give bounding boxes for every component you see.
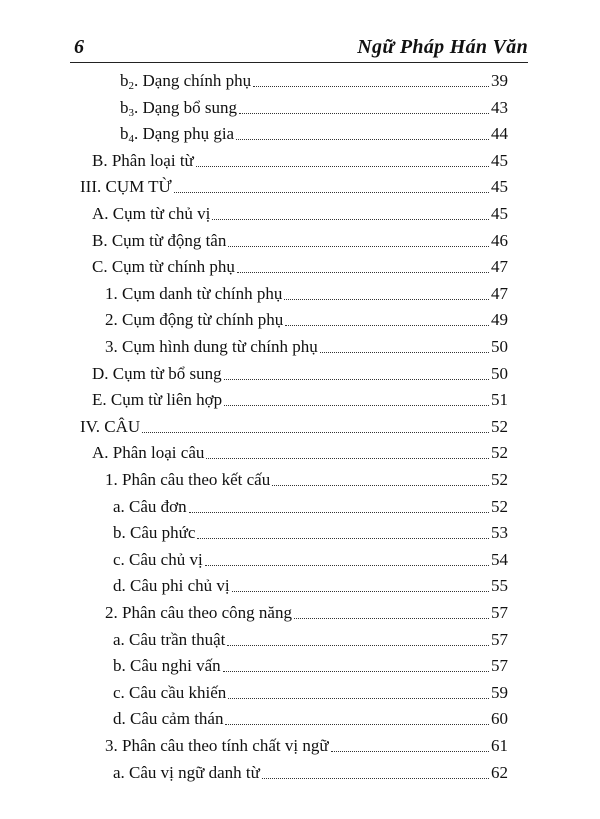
running-title: Ngữ Pháp Hán Văn — [357, 36, 528, 58]
toc-entry: $b_4$. Dạng phụ gia 44 — [120, 124, 508, 146]
leader-dots — [225, 710, 489, 725]
leader-dots — [205, 551, 489, 566]
toc-page: 52 — [491, 470, 508, 489]
leader-dots — [196, 152, 489, 167]
toc-page: 47 — [491, 257, 508, 277]
leader-dots — [206, 444, 489, 459]
toc-entry: d. Câu phi chủ vị 55 — [113, 576, 508, 596]
toc-entry: a. Câu đơn 52 — [113, 496, 508, 516]
toc-page: 47 — [491, 283, 508, 303]
toc-page: 62 — [491, 762, 508, 782]
leader-dots — [320, 338, 489, 353]
toc-page: 53 — [491, 523, 508, 543]
toc-entry: A. Cụm từ chủ vị 45 — [92, 204, 508, 223]
toc-entry: 1. Cụm danh từ chính phụ 47 — [105, 283, 508, 303]
toc-page: 49 — [491, 310, 508, 330]
toc-entry: d. Câu cảm thán 60 — [113, 709, 508, 729]
toc-page: 39 — [491, 71, 508, 90]
toc-entry: 2. Cụm động từ chính phụ 49 — [105, 310, 508, 330]
toc-entry: a. Câu vị ngữ danh từ 62 — [113, 762, 508, 782]
toc-page: 60 — [491, 709, 508, 729]
leader-dots — [236, 125, 489, 140]
toc-page: 50 — [491, 337, 508, 356]
toc-page: 52 — [491, 496, 508, 516]
leader-dots — [223, 657, 489, 672]
toc-entry: B. Phân loại từ 45 — [92, 150, 508, 170]
toc-entry: $b_3$. Dạng bổ sung 43 — [120, 97, 508, 119]
toc-page: 45 — [491, 204, 508, 223]
page-header — [70, 38, 528, 63]
toc-entry: 1. Phân câu theo kết cấu 52 — [105, 470, 508, 489]
toc-page: 44 — [491, 124, 508, 144]
toc-entry: III. CỤM TỪ 45 — [80, 177, 508, 197]
toc-page: 57 — [491, 603, 508, 622]
leader-dots — [227, 631, 489, 646]
page-number: 6 — [74, 36, 84, 58]
leader-dots — [294, 604, 489, 619]
toc-page: 57 — [491, 629, 508, 649]
toc-entry: A. Phân loại câu 52 — [92, 443, 508, 463]
leader-dots — [228, 232, 489, 247]
toc-entry: B. Cụm từ động tân 46 — [92, 230, 508, 250]
toc-page: 45 — [491, 177, 508, 197]
toc-entry: E. Cụm từ liên hợp 51 — [92, 390, 508, 410]
leader-dots — [189, 498, 489, 513]
leader-dots — [237, 258, 489, 273]
leader-dots — [224, 391, 489, 406]
toc-entry: $b_2$. Dạng chính phụ 39 — [120, 71, 508, 92]
leader-dots — [253, 72, 489, 87]
leader-dots — [228, 684, 489, 699]
toc-entry: b. Câu nghi vấn 57 — [113, 656, 508, 676]
leader-dots — [197, 524, 489, 539]
toc-page: 45 — [491, 150, 508, 170]
leader-dots — [285, 311, 489, 326]
toc-page: 59 — [491, 682, 508, 702]
toc-page: 43 — [491, 97, 508, 117]
leader-dots — [284, 285, 489, 300]
toc-page: 50 — [491, 363, 508, 383]
toc-entry: IV. CÂU 52 — [80, 416, 508, 436]
leader-dots — [174, 178, 489, 193]
toc-page: 54 — [491, 549, 508, 569]
toc-entry: b. Câu phức 53 — [113, 523, 508, 543]
toc-page: 55 — [491, 576, 508, 596]
leader-dots — [212, 205, 489, 220]
leader-dots — [142, 418, 489, 433]
toc-entry: c. Câu cầu khiến 59 — [113, 682, 508, 702]
leader-dots — [272, 471, 489, 486]
toc-page: 57 — [491, 656, 508, 676]
toc-page: 61 — [491, 736, 508, 755]
toc-page: 52 — [491, 416, 508, 436]
toc-entry: 2. Phân câu theo công năng 57 — [105, 603, 508, 622]
leader-dots — [331, 737, 489, 752]
leader-dots — [239, 99, 489, 114]
toc-page: 51 — [491, 390, 508, 410]
toc-entry: c. Câu chủ vị 54 — [113, 549, 508, 569]
toc-entry: 3. Cụm hình dung từ chính phụ 50 — [105, 337, 508, 356]
toc-entry: C. Cụm từ chính phụ 47 — [92, 257, 508, 277]
leader-dots — [262, 764, 489, 779]
toc-entry: D. Cụm từ bổ sung 50 — [92, 363, 508, 383]
toc-entry: a. Câu trần thuật 57 — [113, 629, 508, 649]
leader-dots — [224, 365, 489, 380]
toc-page: 46 — [491, 230, 508, 250]
toc-entry: 3. Phân câu theo tính chất vị ngữ 61 — [105, 736, 508, 755]
leader-dots — [232, 577, 489, 592]
toc-page: 52 — [491, 443, 508, 463]
